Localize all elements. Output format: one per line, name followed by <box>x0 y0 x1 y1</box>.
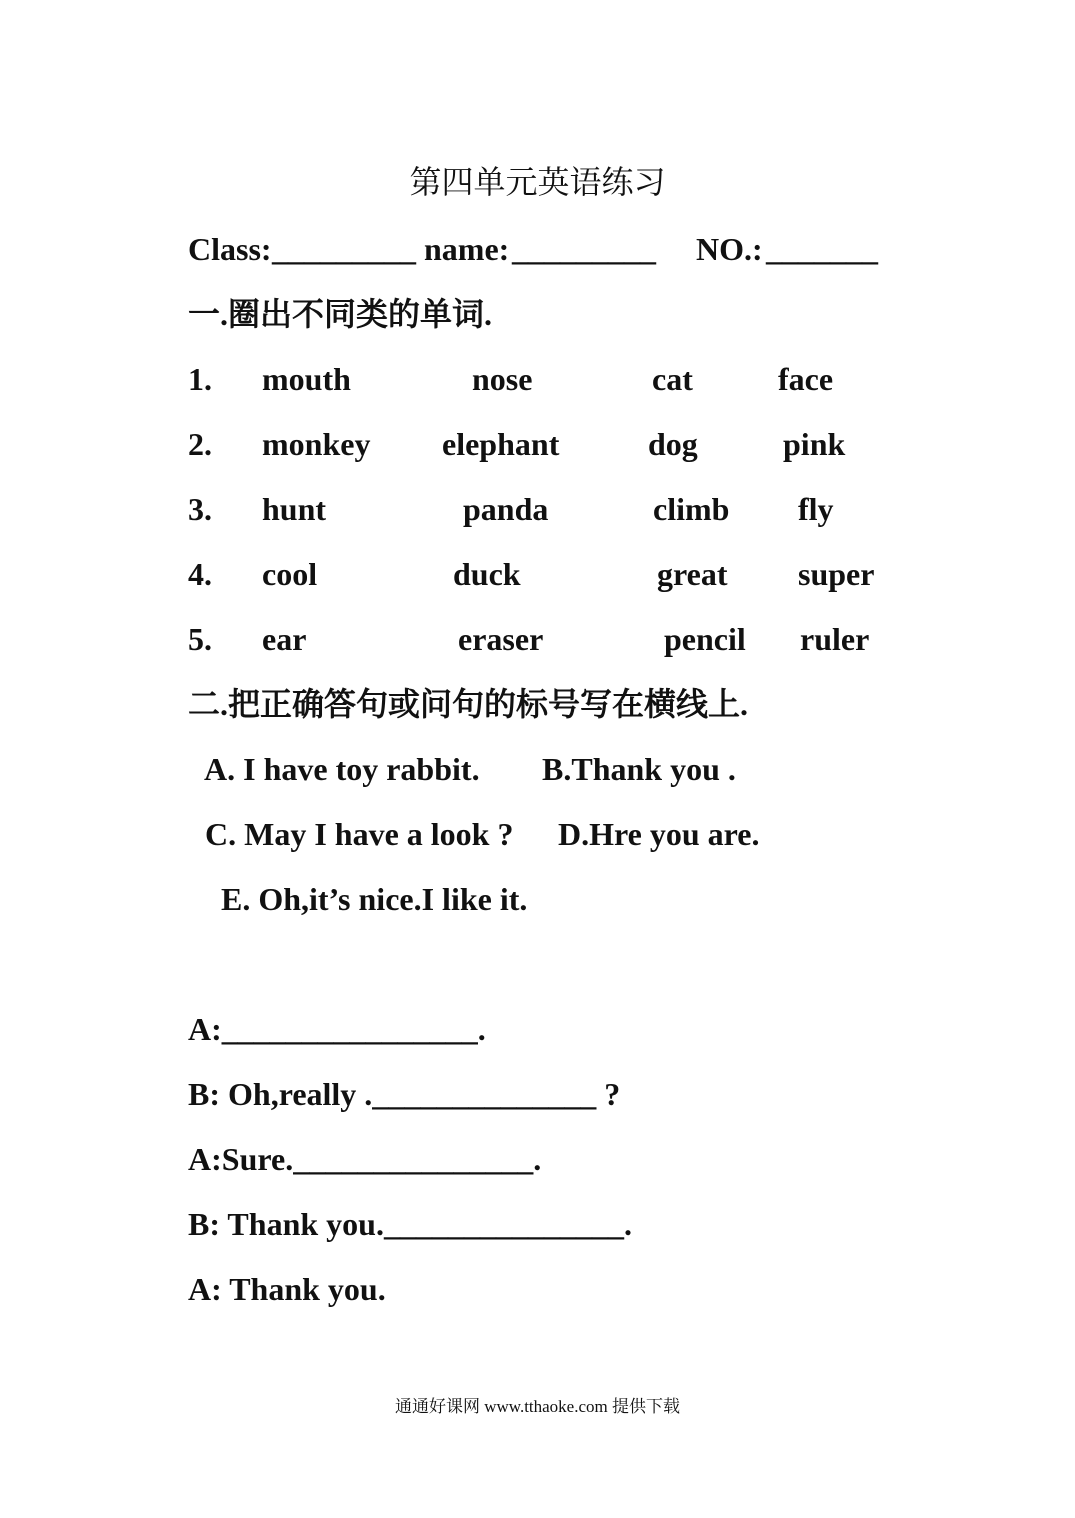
word[interactable]: duck <box>453 556 521 592</box>
option-d: D.Hre you are. <box>558 816 760 852</box>
section1-heading: 一.圈出不同类的单词. <box>188 296 493 332</box>
no-label: NO.: <box>696 231 763 267</box>
row-number: 2. <box>188 426 212 462</box>
word-row <box>0 493 1075 533</box>
dialogue-suffix: . <box>623 1206 632 1242</box>
dialogue-prefix: B: Oh,really . <box>188 1076 373 1112</box>
section2-heading: 二.把正确答句或问句的标号写在横线上. <box>188 686 749 722</box>
dialogue-line <box>188 1078 620 1110</box>
word-row <box>0 623 1075 663</box>
word[interactable]: dog <box>648 426 698 462</box>
option-b: B.Thank you . <box>542 751 736 787</box>
option-c: C. May I have a look ? <box>205 816 514 852</box>
dialogue-suffix: . <box>533 1141 542 1177</box>
word-row <box>0 363 1075 403</box>
word[interactable]: super <box>798 556 875 592</box>
word[interactable]: pencil <box>664 621 746 657</box>
word-row <box>0 558 1075 598</box>
word[interactable]: cool <box>262 556 318 592</box>
answer-blank[interactable]: ______________ <box>372 1076 597 1112</box>
class-blank[interactable]: _________ <box>272 231 416 267</box>
answer-blank[interactable]: _______________ <box>383 1206 624 1242</box>
word[interactable]: fly <box>798 491 834 527</box>
row-number: 5. <box>188 621 212 657</box>
word[interactable]: elephant <box>442 426 560 462</box>
word[interactable]: cat <box>652 361 693 397</box>
dialogue-prefix: A: <box>188 1011 222 1047</box>
word[interactable]: ear <box>262 621 307 657</box>
option-e: E. Oh,it’s nice.I like it. <box>221 881 528 917</box>
dialogue-line <box>188 1143 541 1175</box>
word[interactable]: panda <box>463 491 549 527</box>
name-blank[interactable]: _________ <box>512 231 656 267</box>
word[interactable]: climb <box>653 491 730 527</box>
answer-blank[interactable]: ________________ <box>221 1011 478 1047</box>
word[interactable]: mouth <box>262 361 351 397</box>
row-number: 1. <box>188 361 212 397</box>
word[interactable]: ruler <box>800 621 870 657</box>
dialogue-prefix: B: Thank you. <box>188 1206 384 1242</box>
word[interactable]: face <box>778 361 834 397</box>
row-number: 3. <box>188 491 212 527</box>
word[interactable]: great <box>657 556 728 592</box>
no-blank[interactable]: _______ <box>766 231 878 267</box>
dialogue-suffix: ? <box>596 1076 621 1112</box>
footer-credit: 通通好课网 www.tthaoke.com 提供下载 <box>394 1397 681 1416</box>
word[interactable]: eraser <box>458 621 544 657</box>
word[interactable]: nose <box>472 361 533 397</box>
dialogue-prefix: A:Sure. <box>188 1141 294 1177</box>
word[interactable]: monkey <box>262 426 371 462</box>
word-row <box>0 428 1075 468</box>
class-label: Class: <box>188 231 272 267</box>
option-a: A. I have toy rabbit. <box>204 751 480 787</box>
word[interactable]: hunt <box>262 491 327 527</box>
row-number: 4. <box>188 556 212 592</box>
dialogue-line <box>188 1013 486 1045</box>
dialogue-line <box>188 1208 632 1240</box>
dialogue-line <box>188 1273 386 1305</box>
page-title: 第四单元英语练习 <box>409 164 666 200</box>
student-info-line <box>0 233 1075 273</box>
word[interactable]: pink <box>783 426 846 462</box>
dialogue-prefix: A: Thank you. <box>188 1271 386 1307</box>
dialogue-suffix: . <box>477 1011 486 1047</box>
answer-blank[interactable]: _______________ <box>293 1141 534 1177</box>
name-label: name: <box>424 231 510 267</box>
